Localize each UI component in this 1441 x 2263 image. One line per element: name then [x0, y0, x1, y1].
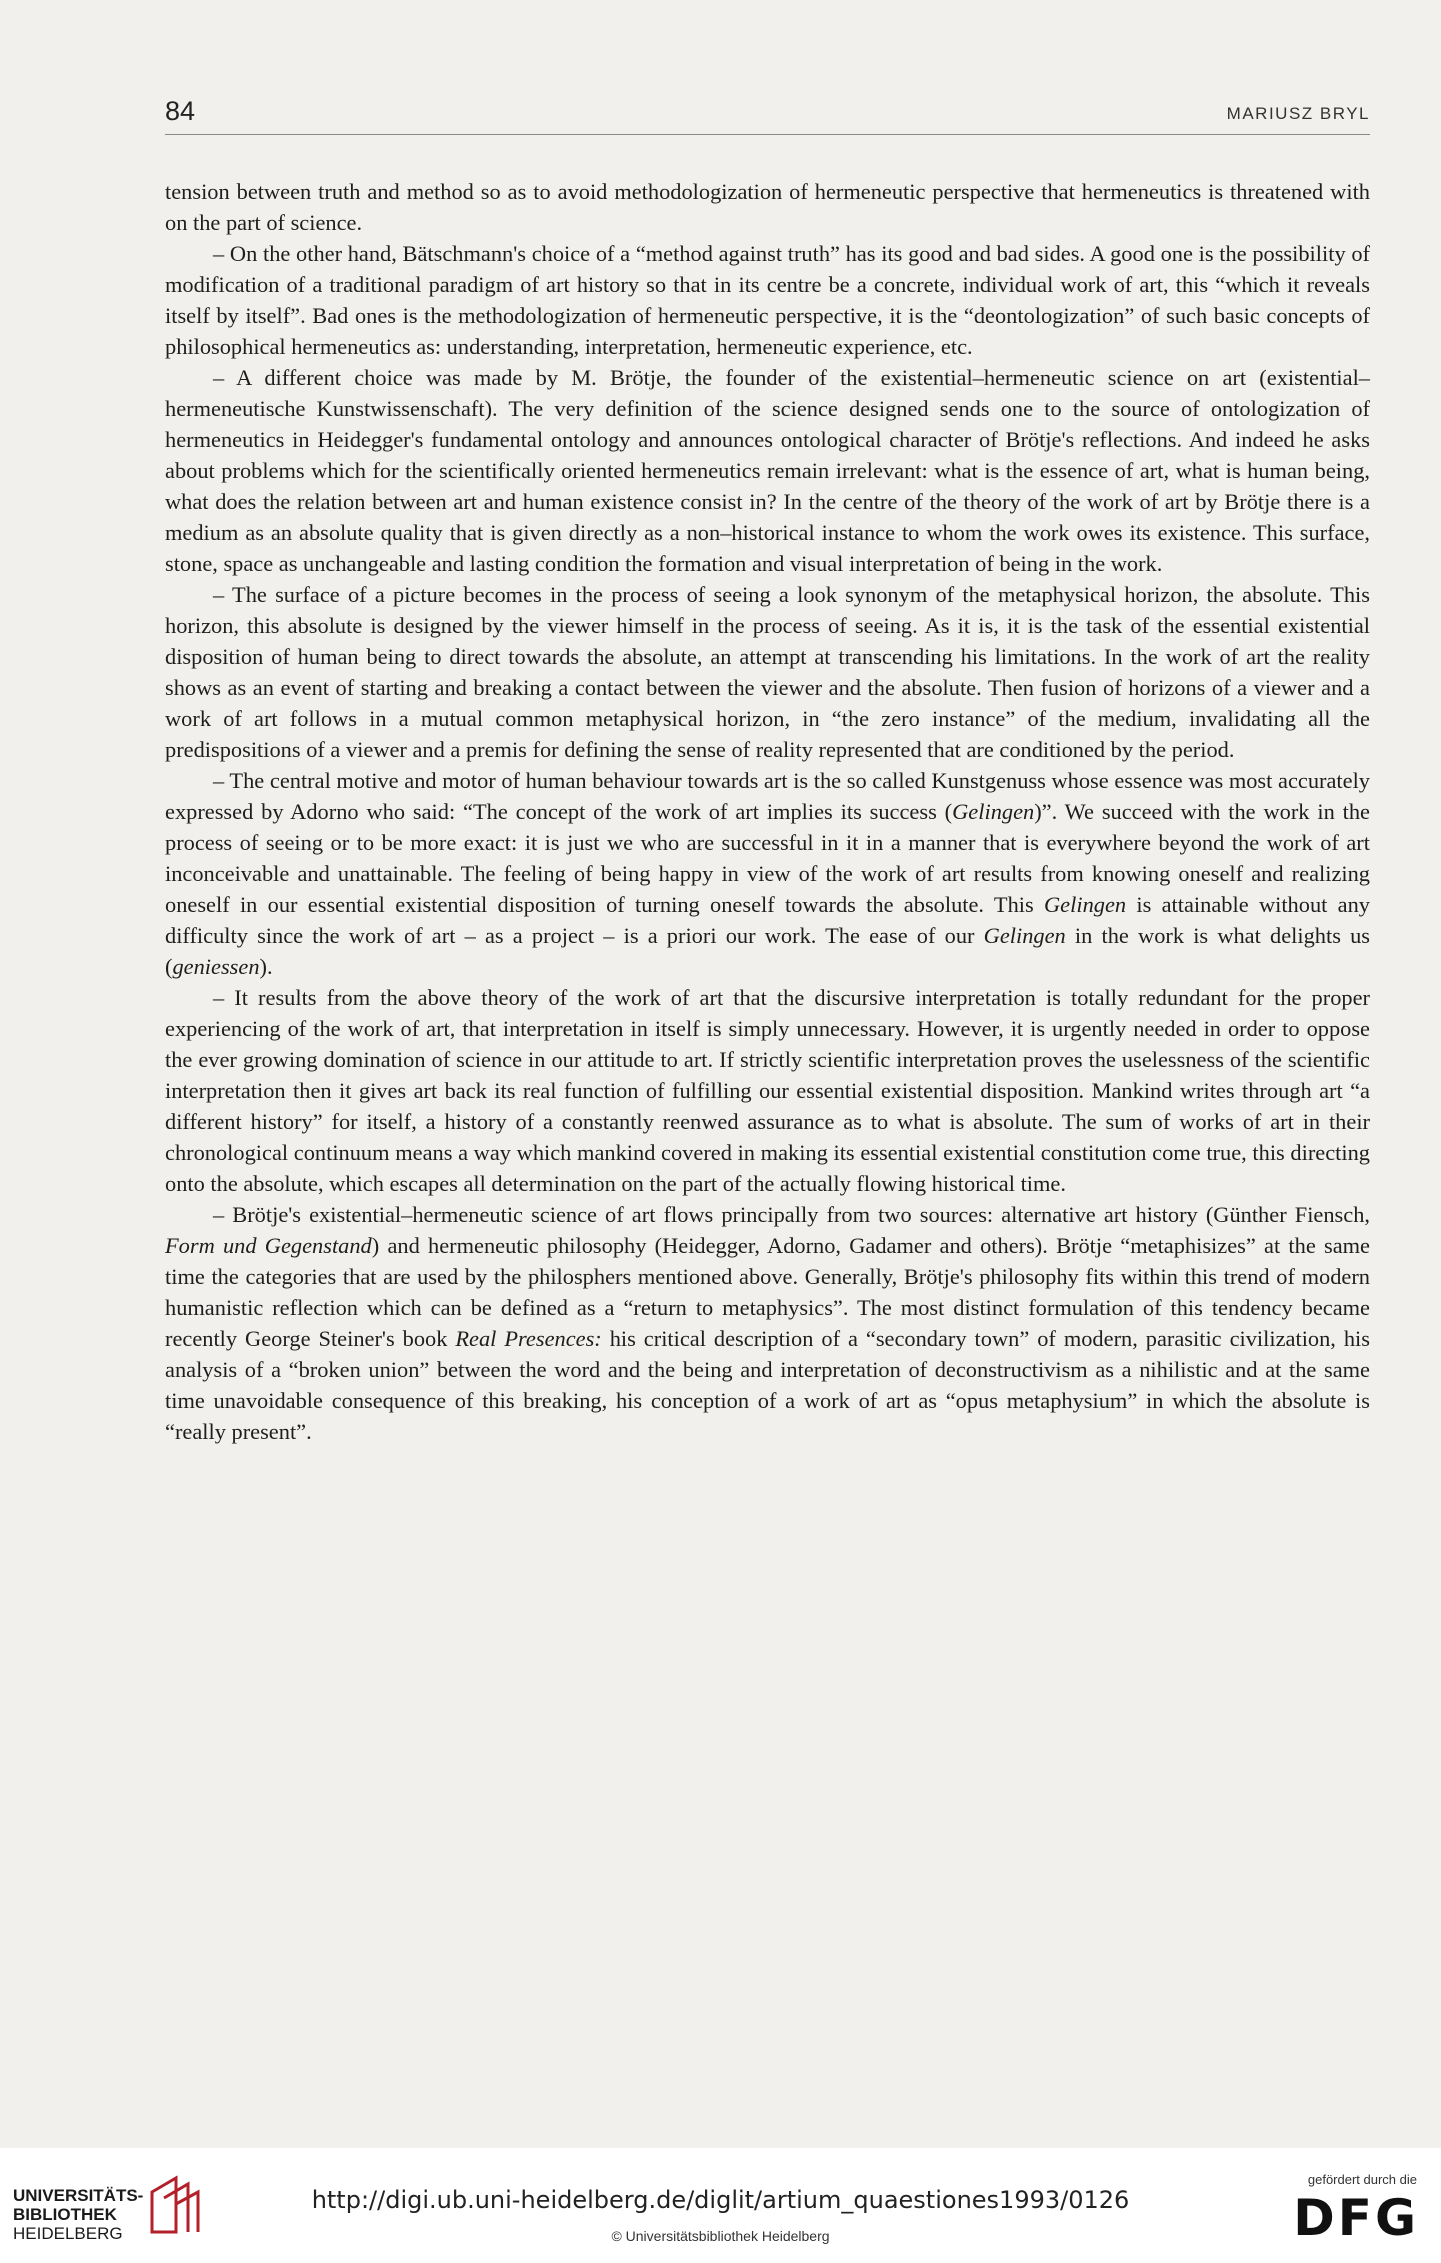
text-run: ) and hermeneutic philosophy (Heidegger, Adorno, Gadamer and others). Brötje “metaphisizes” at the same time the categories that are used by the philosphers mentioned above. Generally, Brötje's philosophy fits within this trend of modern humanistic reflection which can be defined as a “return to metaphysics”. The most distinct formulation of this tendency became recently George Steiner's book: [165, 1233, 1370, 1351]
viewer-footer: [0, 2148, 1441, 2263]
library-name-line2: BIBLIOTHEK: [13, 2205, 117, 2224]
library-name-line1: UNIVERSITÄTS-: [13, 2186, 144, 2205]
text-run: )”. We succeed with the work in the process of seeing or to be more exact: it is just we who are successful in it in a manner that is everywhere beyond the work of art inconceivable and unattainable. The feeling of being happy in view of the work of art results from knowing oneself and realizing oneself in our essential existential disposition of turning oneself towards the absolute. This: [165, 799, 1370, 917]
italic-title: Real Presences:: [455, 1326, 602, 1351]
text-run: is attainable without any difficulty since the work of art – as a project – is a priori our work. The ease of our: [165, 892, 1370, 948]
document-url-link[interactable]: http://digi.ub.uni-heidelberg.de/diglit/artium_quaestiones1993/0126: [311, 2186, 1130, 2214]
paragraph: – A different choice was made by M. Brötje, the founder of the existential–hermeneutic science on art (existential–hermeneutische Kunstwissenschaft). The very definition of the science designed sends one to the source of ontologization of hermeneutics in Heidegger's fundamental ontology and announces ontological character of Brötje's reflections. And indeed he asks about problems which for the scientifically oriented hermeneutics remain irrelevant: what is the essence of art, what is human being, what does the relation between art and human existence consist in? In the centre of the theory of the work of art by Brötje there is a medium as an absolute quality that is given directly as a non–historical instance to whom the work owes its existence. This surface, stone, space as unchangeable and lasting condition the formation and visual interpretation of being in the work.: [165, 365, 1370, 576]
italic-term: Gelingen: [1044, 892, 1127, 917]
body-text: [165, 176, 1370, 1447]
copyright-notice: © Universitätsbibliothek Heidelberg: [611, 2228, 830, 2244]
paragraph-kunstgenuss: [165, 765, 1370, 982]
paragraph: – It results from the above theory of the work of art that the discursive interpretation is totally redundant for the proper experiencing of the work of art, that interpretation in itself is simply unnecessary. However, it is urgently needed in order to oppose the ever growing domination of science in our attitude to art. If strictly scientific interpretation proves the uselessness of the scientific interpretation then it gives art back its real function of fulfilling our essential existential disposition. Mankind writes through art “a different history” for itself, a history of a constantly reenwed assurance as to what is absolute. The sum of works of art in their chronological continuum means a way which mankind covered in making its essential existential constitution come true, this directing onto the absolute, which escapes all determination on the part of the actually flowing historical time.: [165, 985, 1370, 1196]
italic-title: Form und Gegenstand: [165, 1233, 372, 1258]
italic-term: geniessen: [172, 954, 260, 979]
dfg-logo[interactable]: DFG: [1293, 2189, 1419, 2247]
page-number: 84: [165, 96, 196, 126]
running-head: MARIUSZ BRYL: [1226, 104, 1370, 123]
text-run: – Brötje's existential–hermeneutic science of art flows principally from two sources: alternative art history (Günther Fiensch,: [213, 1202, 1370, 1227]
paragraph: – On the other hand, Bätschmann's choice of a “method against truth” has its good and bad sides. A good one is the possibility of modification of a traditional paradigm of art history so that in its centre be a concrete, individual work of art, this “which it reveals itself by itself”. Bad ones is the methodologization of hermeneutic perspective, it is the “deontologization” of such basic concepts of philosophical hermeneutics as: understanding, interpretation, hermeneutic experience, etc.: [165, 241, 1370, 359]
text-run: his critical description of a “secondary town” of modern, parasitic civilization, his analysis of a “broken union” between the word and the being and interpretation of deconstructivism as a nihilistic and at the same time unavoidable consequence of this breaking, his conception of a work of art as “opus metaphysium” in which the absolute is “really present”.: [165, 1326, 1370, 1444]
italic-term: Gelingen: [952, 799, 1035, 824]
header-divider: [165, 134, 1370, 135]
library-name-line3: HEIDELBERG: [13, 2224, 123, 2243]
paragraph-sources: [165, 1199, 1370, 1447]
paragraph: – The surface of a picture becomes in the process of seeing a look synonym of the metaphysical horizon, the absolute. This horizon, this absolute is designed by the viewer himself in the process of seeing. As it is, it is the task of the essential existential disposition of human being to direct towards the absolute, an attempt at transcending his limitations. In the work of art the reality shows as an event of starting and breaking a contact between the viewer and the absolute. Then fusion of horizons of a viewer and a work of art follows in a mutual common metaphysical horizon, in “the zero instance” of the medium, invalidating all the predispositions of a viewer and a premis for defining the sense of reality represented that are conditioned by the period.: [165, 582, 1370, 762]
text-run: – The central motive and motor of human behaviour towards art is the so called Kunstgenuss whose essence was most accurately expressed by Adorno who said: “The concept of the work of art implies its success (: [165, 768, 1370, 824]
page-header: [165, 96, 1370, 136]
italic-term: Gelingen: [983, 923, 1066, 948]
paragraph: tension between truth and method so as to avoid methodologization of hermeneutic perspective that hermeneutics is threatened with on the part of science.: [165, 179, 1370, 235]
text-run: ).: [259, 954, 273, 979]
text-run: in the work is what delights us (: [165, 923, 1370, 979]
funding-label: gefördert durch die: [1307, 2172, 1417, 2187]
